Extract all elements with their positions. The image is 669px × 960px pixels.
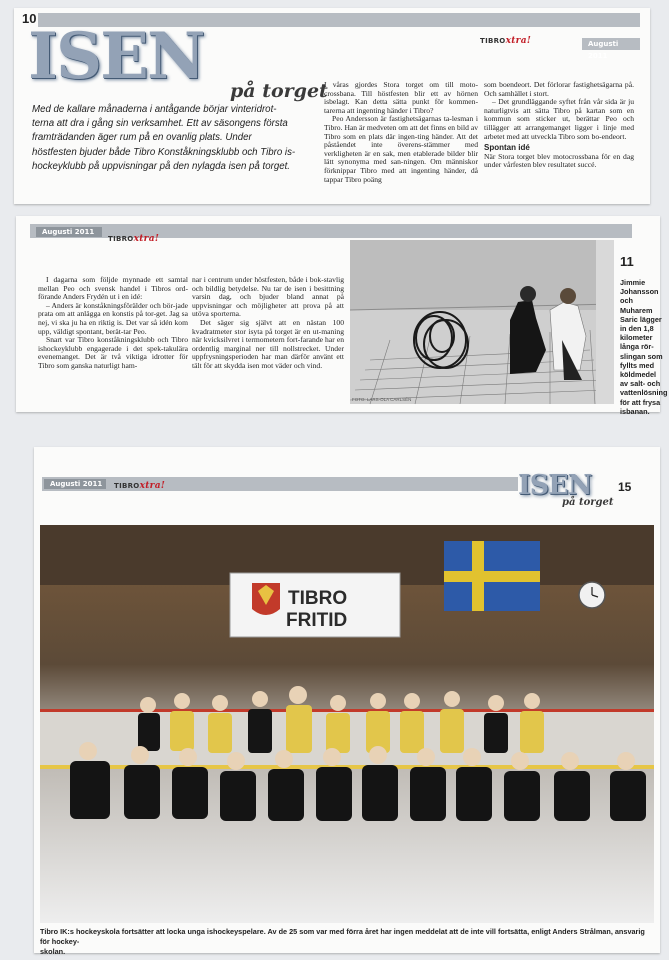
ice-rink-pipe-photo	[350, 240, 614, 404]
brand-logo: TIBROxtra!	[108, 234, 160, 244]
date-tab: Augusti 2011	[36, 227, 102, 237]
subheading: Spontan idé	[484, 143, 530, 153]
date-tab: Augusti 2011	[44, 479, 106, 489]
date-tab: Augusti 2011	[582, 38, 640, 50]
brand-logo: TIBROxtra!	[114, 481, 166, 491]
article-clipping-page-10	[14, 8, 650, 204]
photo-illustration	[40, 525, 654, 923]
page-number: 11	[620, 254, 634, 269]
page-number: 10	[22, 11, 37, 26]
headline-subtitle: på torget	[230, 80, 328, 102]
article-column-2: nar i centrum under höstfesten, både i bok-stavlig och bildlig betydelse. Nu tar de isen i besittning varsin dag, och bjuder bland annat på uppvisningar och möjligheter att prova på att utöva sporterna. Det säger sig självt att en nästan 100 kvadratmeter stor isyta på torget är en ut-maning när kvicksilvret i termometern fort-farande har en ordentlig marginal ner till nollstrecket. Under uppfrysningsperioden har man därför använt ett tält för att skydda isen mot väder och vind.	[192, 275, 344, 370]
article-ingress: Med de kallare månaderna i antågande börjar vinteridrot- terna att dra i gång sin verksamhet. Ett av säsongens första framträdanden äger rum på en ovanlig plats. Under höstfesten bjuder både Tibro Konståkningsklubb och Tibro is- hockeyklubb på uppvisningar på den nylagda isen på torget.	[32, 104, 296, 172]
sign-line-2: FRITID	[286, 610, 348, 631]
article-clipping-page-11	[16, 216, 668, 416]
photo-caption: Jimmie Johansson och Muharem Saric lägger in den 1,8 kilometer långa rör- slingan som fyllts med köldmedel av salt- och vattenlösning för att frysa isbanan.	[620, 278, 668, 416]
sign-line-1: TIBRO	[288, 588, 348, 609]
article-column-2: som boendeort. Det förlorar fastighetsägarna på. Och samhället i stort. – Det grundläggande syftet från vår sida är ju naturligtvis att sätta Tibro på kartan som en kommun som sticker ut, berättar Peo och tillägger att arrangemanget ligger i linje med arbetet med att utveckla Tibro som bo-endeort. Spontan idé När Stora torget blev motocrossbana för en dag under vårfesten blev resultatet succé.	[484, 80, 634, 170]
headline-subtitle: på torget	[562, 497, 614, 508]
article-column-1: I dagarna som följde mynnade ett samtal mellan Peo och svensk handel i Tibros ord-förande Anders Frydén ut i en idé: – Anders är konståkningsförälder och bör-jade prata om att anlägga en konstis på tor-get. Jag sa nej, vi ska ju ha en riktig is. Det var så idén kom upp, väldigt spontant, berät-tar Peo. Snart var Tibro konståkningsklubb och Tibro ishockeyklubb engagerade i det spek-takulära evenemanget. Det är två viktiga idrotter för Tibro som ganska naturligt ham-	[38, 275, 188, 370]
article-column-1: I våras gjordes Stora torget om till moto-crossbana. Till höstfesten blir ett av hörnen isbelagt. Kan detta sätta punkt för kommen-tarerna att ingenting händer i Tibro? Peo Andersson är fastighetsägarnas ta-lesman i Tibro. Han är medveten om att det finns en bild av Tibro som en plats där ingen-ting händer. Att det påståendet inte överens-stämmer med verkligheten är en sak, men etablerade bilder blir lätt synonyma med san-ningen. Om människor förknippar Tibro med att ingenting händer, då tappar Tibro poäng	[324, 80, 478, 184]
article-clipping-page-15	[34, 447, 660, 956]
photo-caption: Tibro IK:s hockeyskola fortsätter att locka unga ishockeyspelare. Av de 25 som var med förra året har ingen meddelat att de inte vill fortsätta, enligt Anders Strålman, ansvarig för hockey- skolan.	[40, 927, 645, 956]
headline-isen: ISEN	[28, 19, 204, 94]
hockey-team-photo	[40, 525, 654, 923]
photo-illustration	[350, 240, 614, 404]
photo-credit: FOTO: LARS-OLA CARLSÉN	[352, 397, 412, 402]
brand-logo: TIBROxtra!	[480, 36, 532, 46]
headline-isen: ISEN	[518, 470, 592, 501]
page-number: 15	[618, 480, 632, 494]
